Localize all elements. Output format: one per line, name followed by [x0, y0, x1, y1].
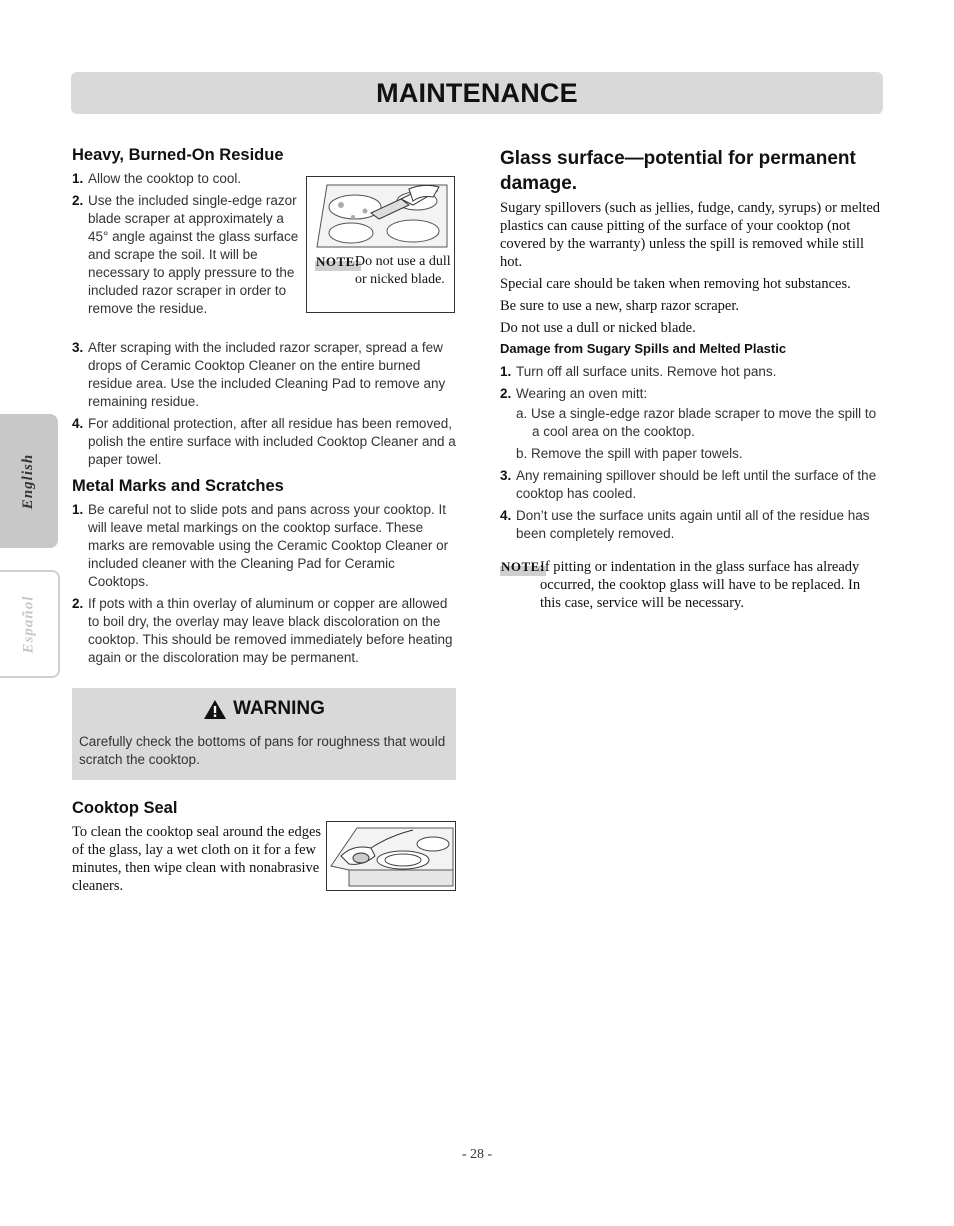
tab-espanol-label: Español: [20, 595, 37, 653]
warning-triangle-icon: [203, 699, 227, 720]
cooktop-seal-illustration: [327, 822, 455, 890]
list-item: 1. Allow the cooktop to cool.: [72, 171, 242, 186]
tab-english-label: English: [20, 453, 37, 509]
sugary-spills-list: [500, 363, 880, 547]
list-item: 1. Be careful not to slide pots and pans across your cooktop. It will leave metal markings on the cooktop surface. These marks are removable using the Ceramic Cooktop Cleaner or included cleaner with the Cleaning Pad for Ceramic Cooktops.: [72, 502, 449, 589]
note-text: Do not use a dull or nicked blade.: [355, 254, 451, 287]
note-text: If pitting or indentation in the glass surface has already occurred, the cooktop glass will have to be replaced. In this case, service will be necessary.: [540, 559, 861, 611]
cooktop-seal-heading: Cooktop Seal: [72, 799, 178, 817]
page-number: - 28 -: [461, 1147, 493, 1162]
tab-english[interactable]: [0, 414, 58, 548]
note-label: NOTE:: [316, 254, 360, 269]
sub-list-item: b. Remove the spill with paper towels.: [516, 446, 743, 461]
warning-box: [72, 688, 456, 780]
warning-title: WARNING: [233, 698, 325, 719]
cooktop-seal-text: To clean the cooktop seal around the edges of the glass, lay a wet cloth on it for a few minutes, then wipe clean with nonabrasive cleaners.: [72, 824, 322, 894]
list-item: 1. Turn off all surface units. Remove hot pans.: [500, 364, 777, 379]
warning-text: Carefully check the bottoms of pans for roughness that would scratch the cooktop.: [79, 734, 446, 767]
heavy-residue-list-b: [72, 339, 456, 473]
sub-list: [516, 405, 880, 463]
heavy-residue-list-a: [72, 170, 302, 322]
list-item: 2. Wearing an oven mitt: a. Use a single-edge razor blade scraper to move the spill to a cool area on the cooktop. b. Remove the spill with paper towels.: [500, 385, 880, 463]
list-item: 4. Don’t use the surface units again until all of the residue has been completely removed.: [500, 508, 870, 541]
list-item: 2. If pots with a thin overlay of aluminum or copper are allowed to boil dry, the overlay may leave black discoloration on the cooktop. This should be removed immediately before heating again or the discoloration may be permanent.: [72, 596, 453, 665]
page-title: MAINTENANCE: [376, 77, 578, 108]
heavy-residue-heading: Heavy, Burned-On Residue: [72, 146, 284, 164]
list-item: 3. Any remaining spillover should be left until the surface of the cooktop has cooled.: [500, 468, 877, 501]
note-label: NOTE:: [501, 559, 545, 574]
list-item: 4. For additional protection, after all residue has been removed, polish the entire surface with included Cooktop Cleaner and a paper towel.: [72, 416, 456, 467]
metal-marks-heading: Metal Marks and Scratches: [72, 477, 284, 495]
sugary-spills-subheading: Damage from Sugary Spills and Melted Plastic: [500, 341, 787, 356]
list-item: 3. After scraping with the included razor scraper, spread a few drops of Ceramic Cooktop Cleaner on the entire burned residue area. Use the included Cleaning Pad to remove any remaining residue.: [72, 340, 446, 409]
cooktop-scraper-illustration: [313, 181, 449, 251]
glass-paragraph-1: Sugary spillovers (such as jellies, fudge, candy, syrups) or melted plastics can cause pitting of the surface of your cooktop (not covered by the warranty) unless the spill is removed while still hot.: [500, 200, 881, 270]
tab-espanol[interactable]: [0, 570, 60, 678]
glass-surface-heading: Glass surface—potential for permanent damage.: [500, 148, 856, 194]
glass-paragraph-2: Special care should be taken when removing hot substances.: [500, 276, 851, 292]
cooktop-seal-illustration-frame: [326, 821, 456, 891]
page-banner: [71, 72, 883, 114]
list-item: 2. Use the included single-edge razor blade scraper at approximately a 45° angle against the glass surface and scrape the soil. It will be necessary to apply pressure to the included razor scraper in order to remove the residue.: [72, 193, 299, 316]
sub-list-item: a. Use a single-edge razor blade scraper to move the spill to a cool area on the cooktop.: [516, 406, 877, 439]
glass-paragraph-3: Be sure to use a new, sharp razor scraper.: [500, 298, 740, 314]
scraper-note-box: [306, 176, 455, 313]
metal-marks-list: [72, 501, 456, 671]
glass-paragraph-4: Do not use a dull or nicked blade.: [500, 320, 696, 336]
